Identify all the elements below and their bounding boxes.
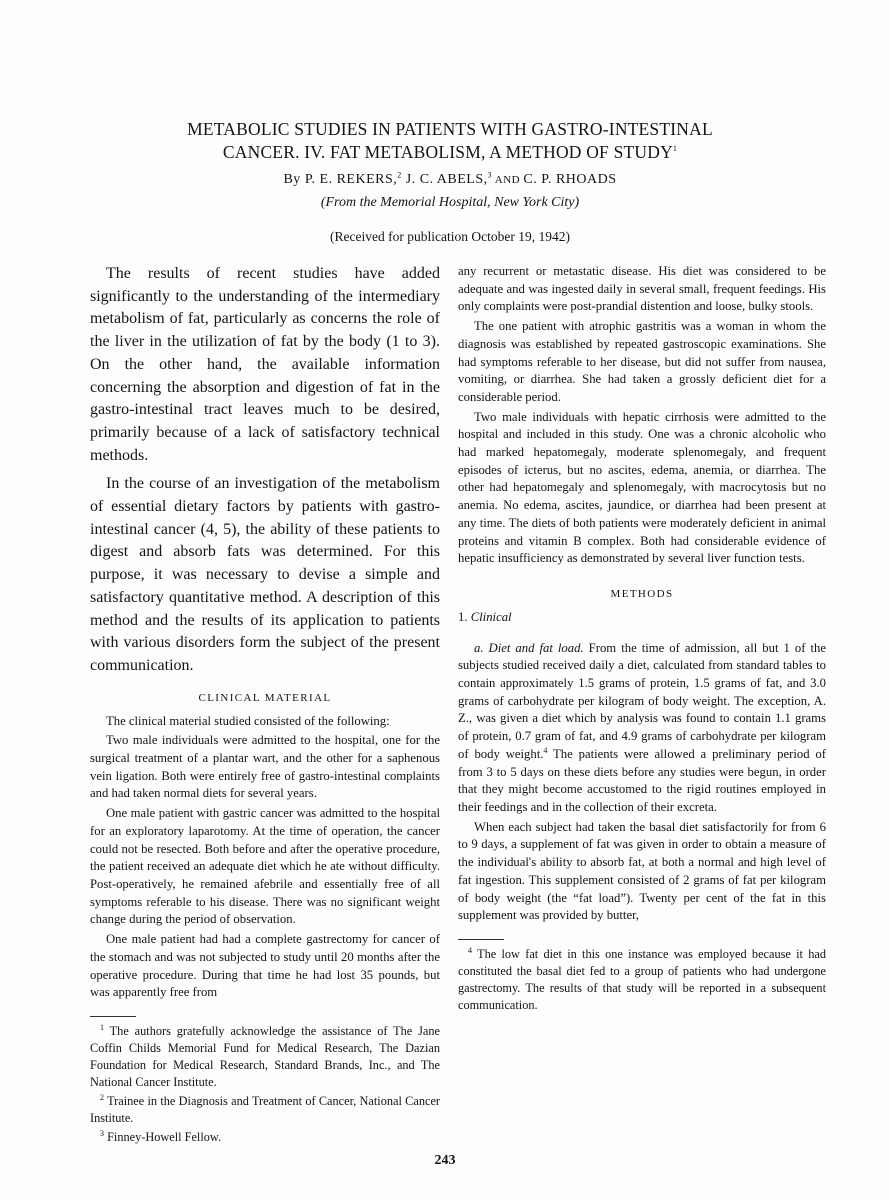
footnote-text: Finney-Howell Fellow.: [107, 1129, 222, 1144]
section-heading-methods: METHODS: [610, 587, 674, 600]
title-line-2-text: CANCER. IV. FAT METABOLISM, A METHOD OF STUDY: [222, 142, 673, 162]
body-paragraph: The one patient with atrophic gastritis was a woman in whom the diagnosis was established by repeated gastroscopic examinations. She had symptoms referable to her disease, but did not suffer from nausea, vomiting, or diarrhea. She had taken a grossly deficient diet for a considerable period.: [458, 319, 826, 404]
subsection-heading: [458, 609, 826, 627]
author-abels: J. C. ABELS,: [401, 172, 488, 187]
body-paragraph: Two male individuals were admitted to the hospital, one for the surgical treatment of a plantar wart, and the other for a saphenous vein ligation. Both were entirely free of gastro-intestinal complaints and had taken normal diets for several years.: [90, 733, 440, 801]
methods-section: [458, 640, 826, 925]
footnote: [90, 1023, 440, 1091]
author-rhoads: C. P. RHOADS: [523, 172, 617, 187]
body-paragraph: [458, 640, 826, 817]
author-abels-note: 3: [487, 170, 493, 180]
introduction: [90, 263, 440, 678]
diet-footnote-mark: 4: [543, 745, 548, 755]
section-heading-clinical-material: CLINICAL MATERIAL: [198, 691, 332, 704]
footnote-mark: 3: [100, 1128, 104, 1138]
title-footnote-mark: 1: [672, 144, 678, 154]
footnote-text: Trainee in the Diagnosis and Treatment of Cancer, National Cancer Institute.: [90, 1093, 440, 1125]
right-column: [458, 263, 826, 1014]
author-and: AND: [492, 174, 524, 186]
title-line-1: METABOLIC STUDIES IN PATIENTS WITH GASTRO-INTESTINAL: [187, 119, 713, 139]
footnote-mark: 2: [100, 1092, 104, 1102]
author-rekers-note: 2: [397, 170, 402, 180]
subsection-number: 1.: [458, 609, 468, 624]
footnote-divider: [90, 1016, 136, 1017]
footnote-text: The low fat diet in this one instance was employed because it had constituted the basal diet fed to a group of patients who had undergone gastrectomy. The results of that study will be reported in a subsequent communication.: [458, 946, 827, 1012]
author-by: By: [283, 172, 301, 187]
subsection-title: Clinical: [470, 609, 512, 624]
title-line-2: [100, 141, 800, 164]
diet-text-a: From the time of admission, all but 1 of the subjects studied received daily a diet, calculated from standard tables to contain approximately 1.5 grams of protein, 1.5 grams of fat, and 3.0 grams of carbohydrate per kilogram of body weight. The exception, A. Z., was given a diet which by analysis was found to contain 1.1 grams of protein, 0.7 gram of fat, and 4.9 grams of carbohydrate per kilogram of body weight.: [458, 640, 826, 761]
article-title: [100, 118, 800, 164]
body-paragraph: Two male individuals with hepatic cirrhosis were admitted to the hospital and included in this study. One was a chronic alcoholic who had marked hepatomegaly, moderate splenomegaly, and frequent episodes of icterus, but no ascites, edema, anemia, or diarrhea. The other had hepatomegaly and splenomegaly, with macrocytosis but no anemia. No edema, ascites, jaundice, or diarrhea had been present at any time. The diets of both patients were moderately deficient in animal proteins and vitamin B complex. Both had considerable evidence of hepatic insufficiency as demonstrated by several liver function tests.: [458, 409, 826, 566]
clinical-material-section: [90, 713, 440, 1002]
left-column: [90, 263, 440, 1146]
author-line: [100, 172, 800, 188]
author-rekers: P. E. REKERS,: [304, 172, 398, 187]
footnotes: [458, 946, 826, 1014]
footnote: [90, 1129, 440, 1146]
footnotes: [90, 1023, 440, 1146]
page-number: 243: [434, 1153, 456, 1168]
footnote: [458, 946, 826, 1014]
footnote-divider: [458, 939, 504, 940]
body-paragraph: One male patient had had a complete gastrectomy for cancer of the stomach and was not subjected to study until 20 months after the operative procedure. During that time he had lost 35 pounds, but was apparently free from: [90, 932, 440, 1000]
body-paragraph: any recurrent or metastatic disease. His diet was considered to be adequate and was ingested daily in several small, frequent feedings. His only complaints were post-prandial distention and loose, bulky stools.: [458, 264, 826, 314]
intro-paragraph: The results of recent studies have added significantly to the understanding of the intermediary metabolism of fat, particularly as concerns the role of the liver in the utilization of fat by the body (1 to 3). On the other hand, the available information concerning the absorption and digestion of fat in the gastro-intestinal tract leaves much to be desired, primarily because of a lack of satisfactory technical methods.: [90, 265, 440, 464]
diet-label: a. Diet and fat load.: [474, 640, 584, 655]
body-paragraph: One male patient with gastric cancer was admitted to the hospital for an exploratory laparotomy. At the time of operation, the cancer could not be resected. Both before and after the operative procedure, the patient received an adequate diet which he ate without difficulty. Post-operatively, he remained afebrile and essentially free of all symptoms referable to his disease. There was no significant weight change during the period of observation.: [90, 806, 440, 927]
body-paragraph: The clinical material studied consisted of the following:: [106, 713, 390, 728]
footnote: [90, 1093, 440, 1127]
affiliation: (From the Memorial Hospital, New York City): [320, 195, 580, 210]
diet-text-b: The patients were allowed a preliminary period of from 3 to 5 days on these diets before any studies were begun, in order that they might become accustomed to the rigid routines employed in their feedings and in the collection of their excreta.: [458, 746, 826, 814]
clinical-material-continued: [458, 263, 826, 568]
footnote-mark: 1: [100, 1022, 104, 1032]
footnote-mark: 4: [468, 945, 472, 955]
intro-paragraph: In the course of an investigation of the metabolism of essential dietary factors by patients with gastro-intestinal cancer (4, 5), the ability of these patients to digest and absorb fats was determined. For this purpose, it was necessary to devise a simple and satisfactory quantitative method. A description of this method and the results of its application to patients with various disorders form the subject of the present communication.: [90, 475, 440, 674]
footnote-text: The authors gratefully acknowledge the assistance of The Jane Coffin Childs Memorial Fund for Medical Research, The Dazian Foundation for Medical Research, Standard Brands, Inc., and The National Cancer Institute.: [90, 1023, 440, 1089]
received-date: (Received for publication October 19, 1942): [330, 229, 570, 244]
body-paragraph: When each subject had taken the basal diet satisfactorily for from 6 to 9 days, a supplement of fat was given in order to obtain a measure of the individual's ability to absorb fat, at both a normal and high level of fat ingestion. This supplement consisted of 2 grams of fat per kilogram of body weight (the “fat load”). Twenty per cent of the fat in this supplement was provided by butter,: [458, 819, 826, 923]
